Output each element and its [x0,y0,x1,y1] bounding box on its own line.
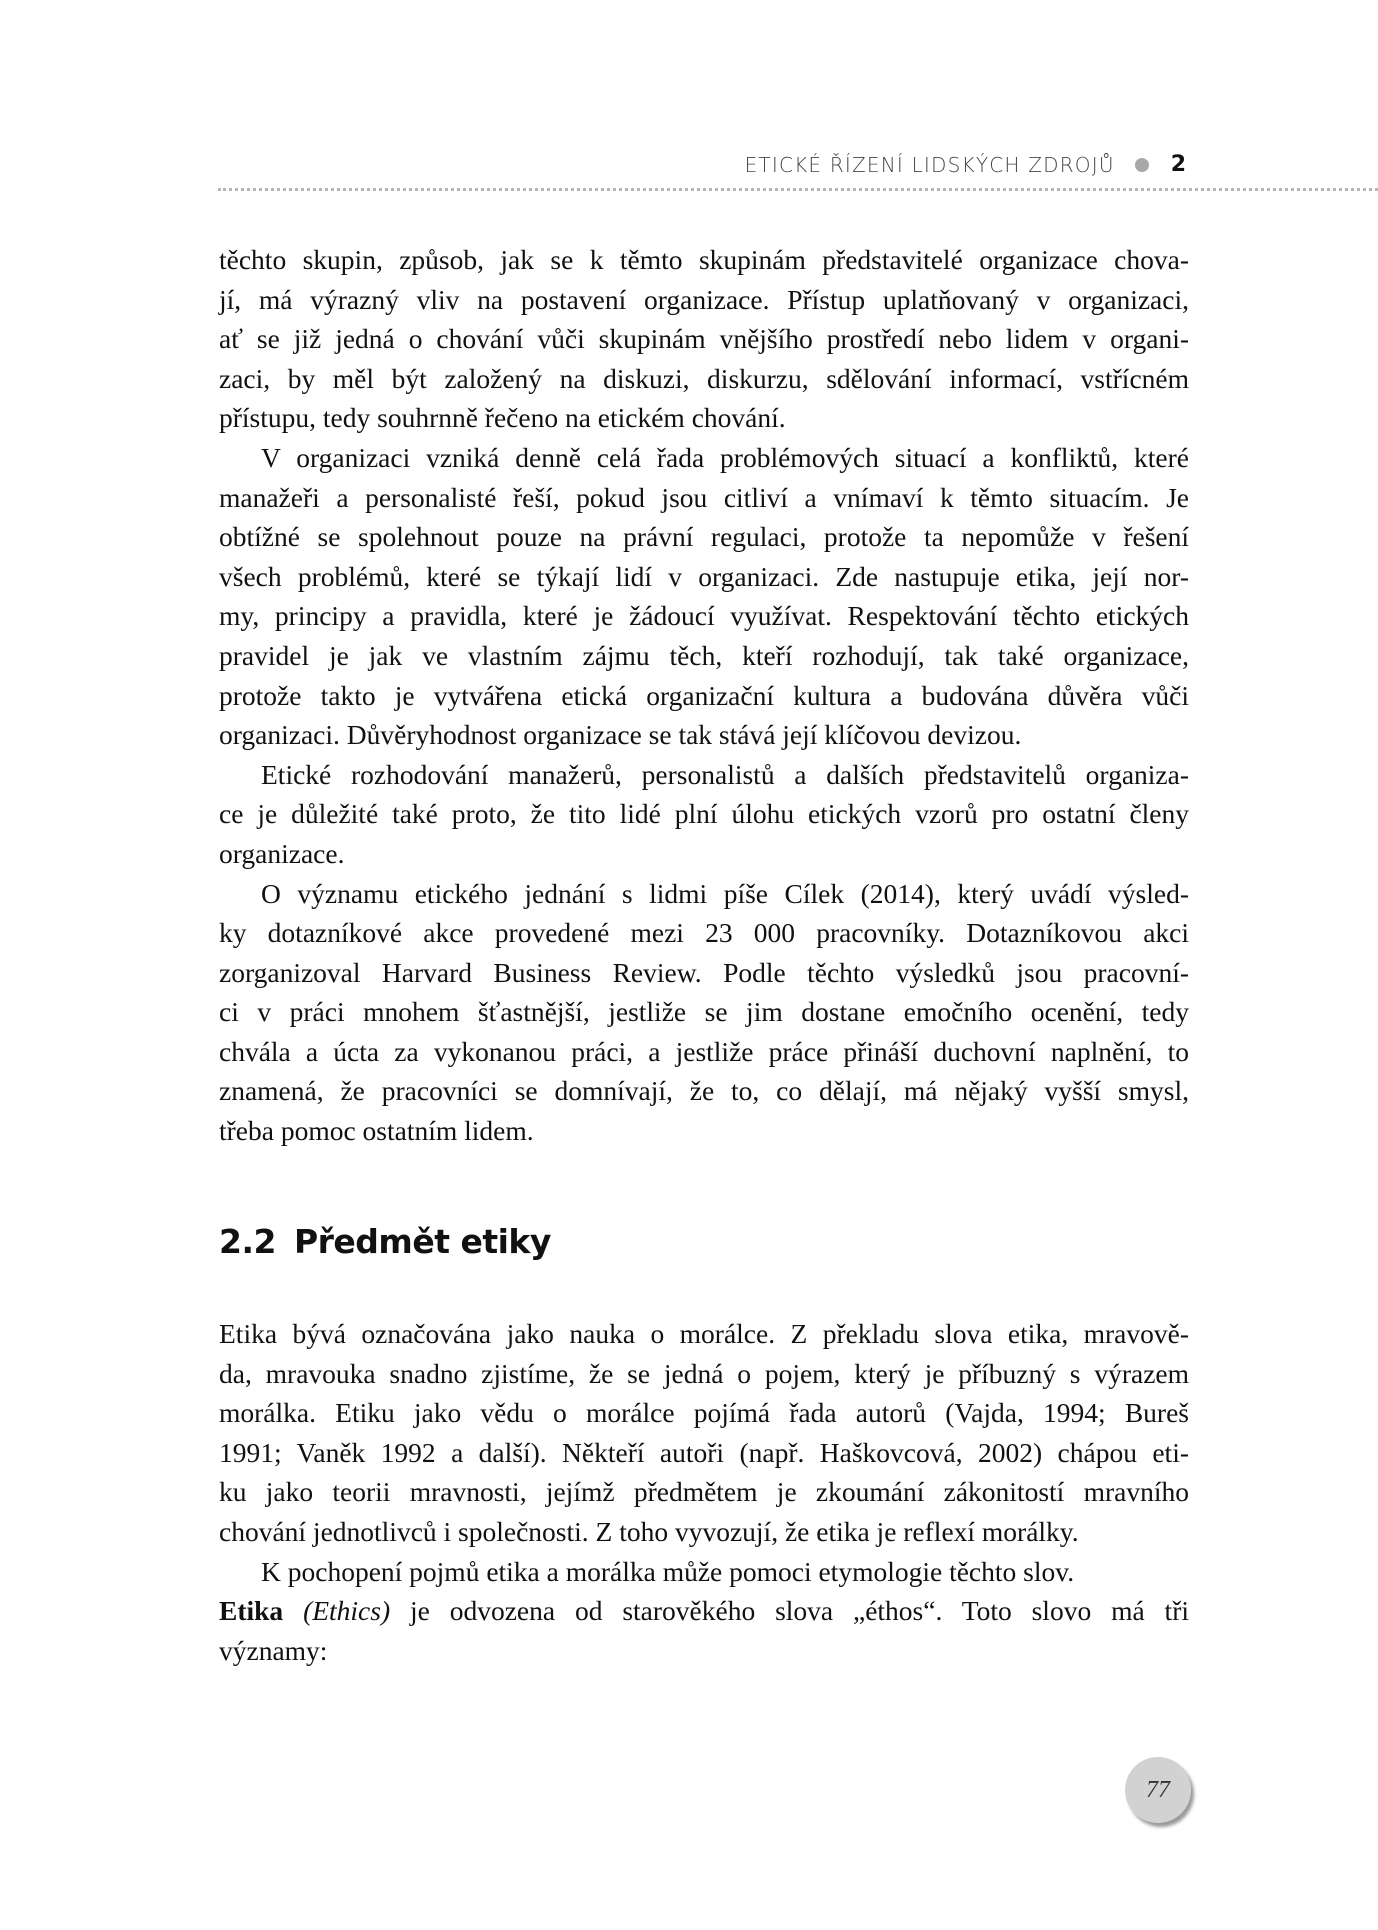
page-number-badge [1125,1757,1191,1823]
text-line: chování jednotlivců i společnosti. Z toho vyvozují, že etika je reflexí morálky. [219,1515,1079,1547]
text-line: organizaci. Důvěryhodnost organizace se tak stává její klíčovou devizou. [219,719,1022,751]
text-line: jí, má výrazný vliv na postavení organizace. Přístup uplatňovaný v organizaci, [219,283,1189,315]
text-line: třeba pomoc ostatním lidem. [219,1115,534,1147]
section-number: 2.2 [219,1222,276,1261]
text-line: těchto skupin, způsob, jak se k těmto skupinám představitelé organizace chova- [219,244,1189,275]
header-dotted-rule [218,188,1378,191]
paragraph [219,1591,1189,1670]
term-italic: (Ethics) [283,1595,391,1627]
text-line: chvála a úcta za vykonanou práci, a jestliže práce přináší duchovní naplnění, to [219,1035,1189,1067]
text-line: ci v práci mnohem šťastnější, jestliže se jim dostane emočního ocenění, tedy [219,996,1189,1028]
text-line: všech problémů, které se týkají lidí v organizaci. Zde nastupuje etika, její nor- [219,560,1189,592]
text-line [219,1591,1189,1631]
bullet-dot-icon [1135,158,1149,172]
running-title: ETICKÉ ŘÍZENÍ LIDSKÝCH ZDROJŮ [744,152,1115,177]
term-bold: Etika [219,1595,284,1627]
text-line: 1991; Vaněk 1992 a další). Někteří autoři (např. Haškovcová, 2002) chápou eti- [219,1436,1189,1468]
text-line: přístupu, tedy souhrnně řečeno na etickém chování. [219,402,786,434]
text-line: významy: [219,1634,328,1666]
running-header [745,152,1186,177]
text-line: znamená, že pracovníci se domnívají, že to, co dělají, má nějaký vyšší smysl, [219,1075,1189,1107]
body-text-bottom [219,1314,1189,1670]
text-line: pravidel je jak ve vlastním zájmu těch, kteří rozhodují, tak také organizace, [219,639,1189,671]
text-line: protože takto je vytvářena etická organizační kultura a budována důvěra vůči [219,679,1189,711]
paragraph [219,755,1189,874]
paragraph [219,438,1189,755]
paragraph [219,240,1189,438]
section-heading [219,1222,551,1261]
text-line: morálka. Etiku jako vědu o morálce pojímá řada autorů (Vajda, 1994; Bureš [219,1397,1189,1429]
text-line: zorganizoval Harvard Business Review. Podle těchto výsledků jsou pracovní- [219,956,1189,988]
page-number: 77 [1146,1776,1170,1803]
paragraph [219,874,1189,1151]
text-line: ky dotazníkové akce provedené mezi 23 000 pracovníky. Dotazníkovou akci [219,917,1189,949]
text-line: organizace. [219,837,345,869]
text-line: Etické rozhodování manažerů, personalistů a dalších představitelů organiza- [261,758,1189,790]
text-run: je odvozena od starověkého slova „éthos“. Toto slovo má tři [390,1595,1189,1627]
text-line: zaci, by měl být založený na diskuzi, diskurzu, sdělování informací, vstřícném [219,362,1189,394]
text-line: V organizaci vzniká denně celá řada problémových situací a konfliktů, které [261,441,1189,473]
text-line: ku jako teorii mravnosti, jejímž předmětem je zkoumání zákonitostí mravního [219,1476,1189,1508]
text-line: ce je důležité také proto, že tito lidé plní úlohu etických vzorů pro ostatní členy [219,798,1189,830]
text-line: manažeři a personalisté řeší, pokud jsou citliví a vnímaví k těmto situacím. Je [219,481,1189,513]
text-line: Etika bývá označována jako nauka o morálce. Z překladu slova etika, mravově- [219,1318,1189,1349]
text-line: my, principy a pravidla, které je žádoucí využívat. Respektování těchto etických [219,600,1189,632]
text-line: da, mravouka snadno zjistíme, že se jedná o pojem, který je příbuzný s výrazem [219,1357,1189,1389]
chapter-number: 2 [1170,152,1186,177]
text-line: obtížné se spolehnout pouze na právní regulaci, protože ta nepomůže v řešení [219,521,1189,553]
text-line: ať se již jedná o chování vůči skupinám vnějšího prostředí nebo lidem v organi- [219,323,1189,355]
body-text-top [219,240,1189,1151]
paragraph [219,1314,1189,1552]
paragraph [219,1552,1189,1592]
section-title: Předmět etiky [293,1222,551,1261]
text-line: K pochopení pojmů etika a morálka může pomoci etymologie těchto slov. [261,1555,1075,1587]
text-line: O významu etického jednání s lidmi píše Cílek (2014), který uvádí výsled- [261,877,1189,909]
